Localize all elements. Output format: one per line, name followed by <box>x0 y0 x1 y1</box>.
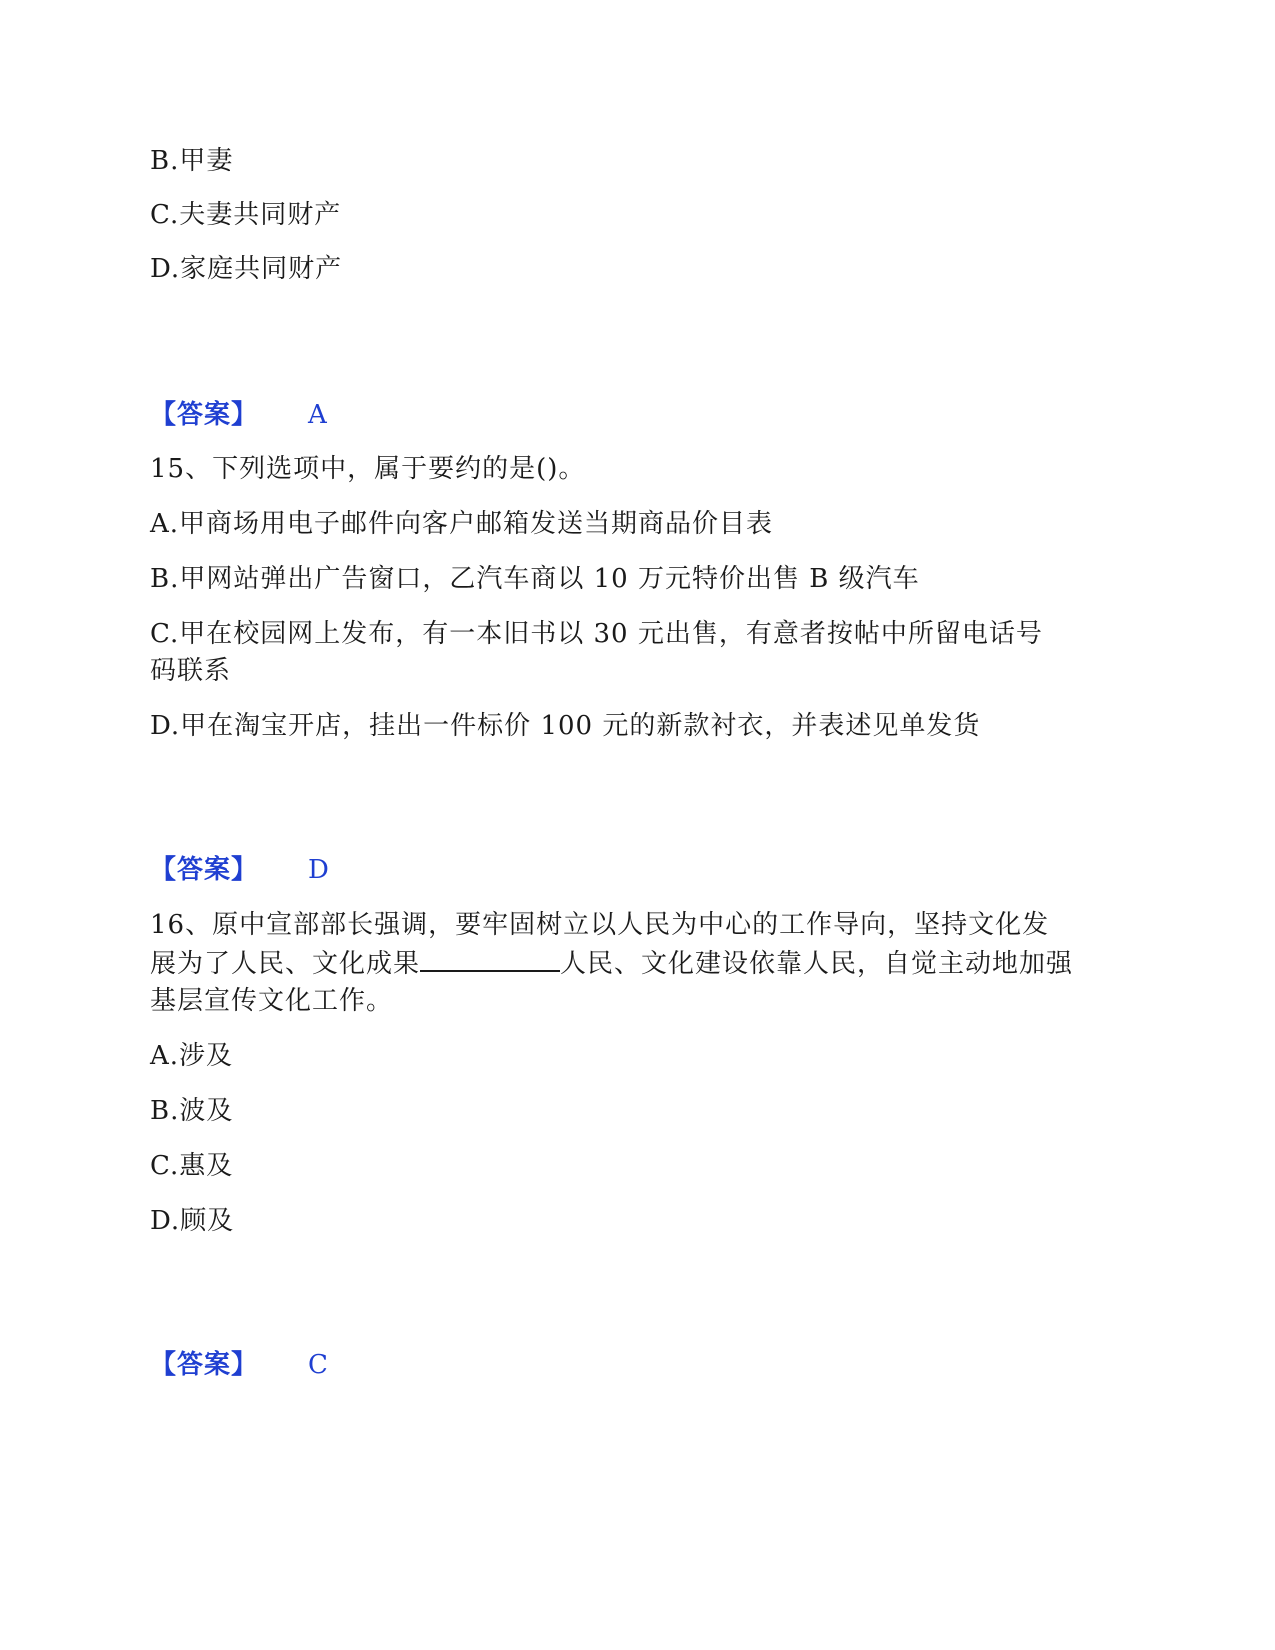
q15-option-b: B.甲网站弹出广告窗口，乙汽车商以 10 万元特价出售 B 级汽车 <box>150 564 920 594</box>
q16-stem-line2 <box>150 944 1073 983</box>
q15-answer <box>150 851 329 889</box>
prev-option-c: C.夫妻共同财产 <box>150 200 342 230</box>
answer-value: A <box>308 400 327 430</box>
answer-label: 【答案】 <box>150 855 259 885</box>
answer-label: 【答案】 <box>150 400 259 430</box>
prev-option-b: B.甲妻 <box>150 146 234 176</box>
answer-value: D <box>308 855 329 885</box>
q16-option-b: B.波及 <box>150 1096 234 1126</box>
q16-stem-line3: 基层宣传文化工作。 <box>150 986 394 1016</box>
q16-option-a: A.涉及 <box>150 1041 234 1071</box>
q16-answer <box>150 1346 328 1384</box>
q15-option-a: A.甲商场用电子邮件向客户邮箱发送当期商品价目表 <box>150 509 774 539</box>
answer-value: C <box>308 1350 328 1380</box>
q15-stem: 15、下列选项中，属于要约的是()。 <box>150 454 586 484</box>
q15-option-d: D.甲在淘宝开店，挂出一件标价 100 元的新款衬衣，并表述见单发货 <box>150 711 981 741</box>
q16-option-d: D.顾及 <box>150 1206 235 1236</box>
q16-stem-line2-after: 人民、文化建设依靠人民，自觉主动地加强 <box>560 949 1074 979</box>
fill-in-blank <box>420 944 560 972</box>
prev-answer <box>150 396 327 434</box>
prev-option-d: D.家庭共同财产 <box>150 254 343 284</box>
answer-label: 【答案】 <box>150 1350 259 1380</box>
q15-option-c-line2: 码联系 <box>150 656 232 686</box>
q16-stem-line2-before: 展为了人民、文化成果 <box>150 949 421 979</box>
q16-option-c: C.惠及 <box>150 1151 234 1181</box>
q16-stem-line1: 16、原中宣部部长强调，要牢固树立以人民为中心的工作导向，坚持文化发 <box>150 910 1050 940</box>
q15-option-c-line1: C.甲在校园网上发布，有一本旧书以 30 元出售，有意者按帖中所留电话号 <box>150 619 1043 649</box>
